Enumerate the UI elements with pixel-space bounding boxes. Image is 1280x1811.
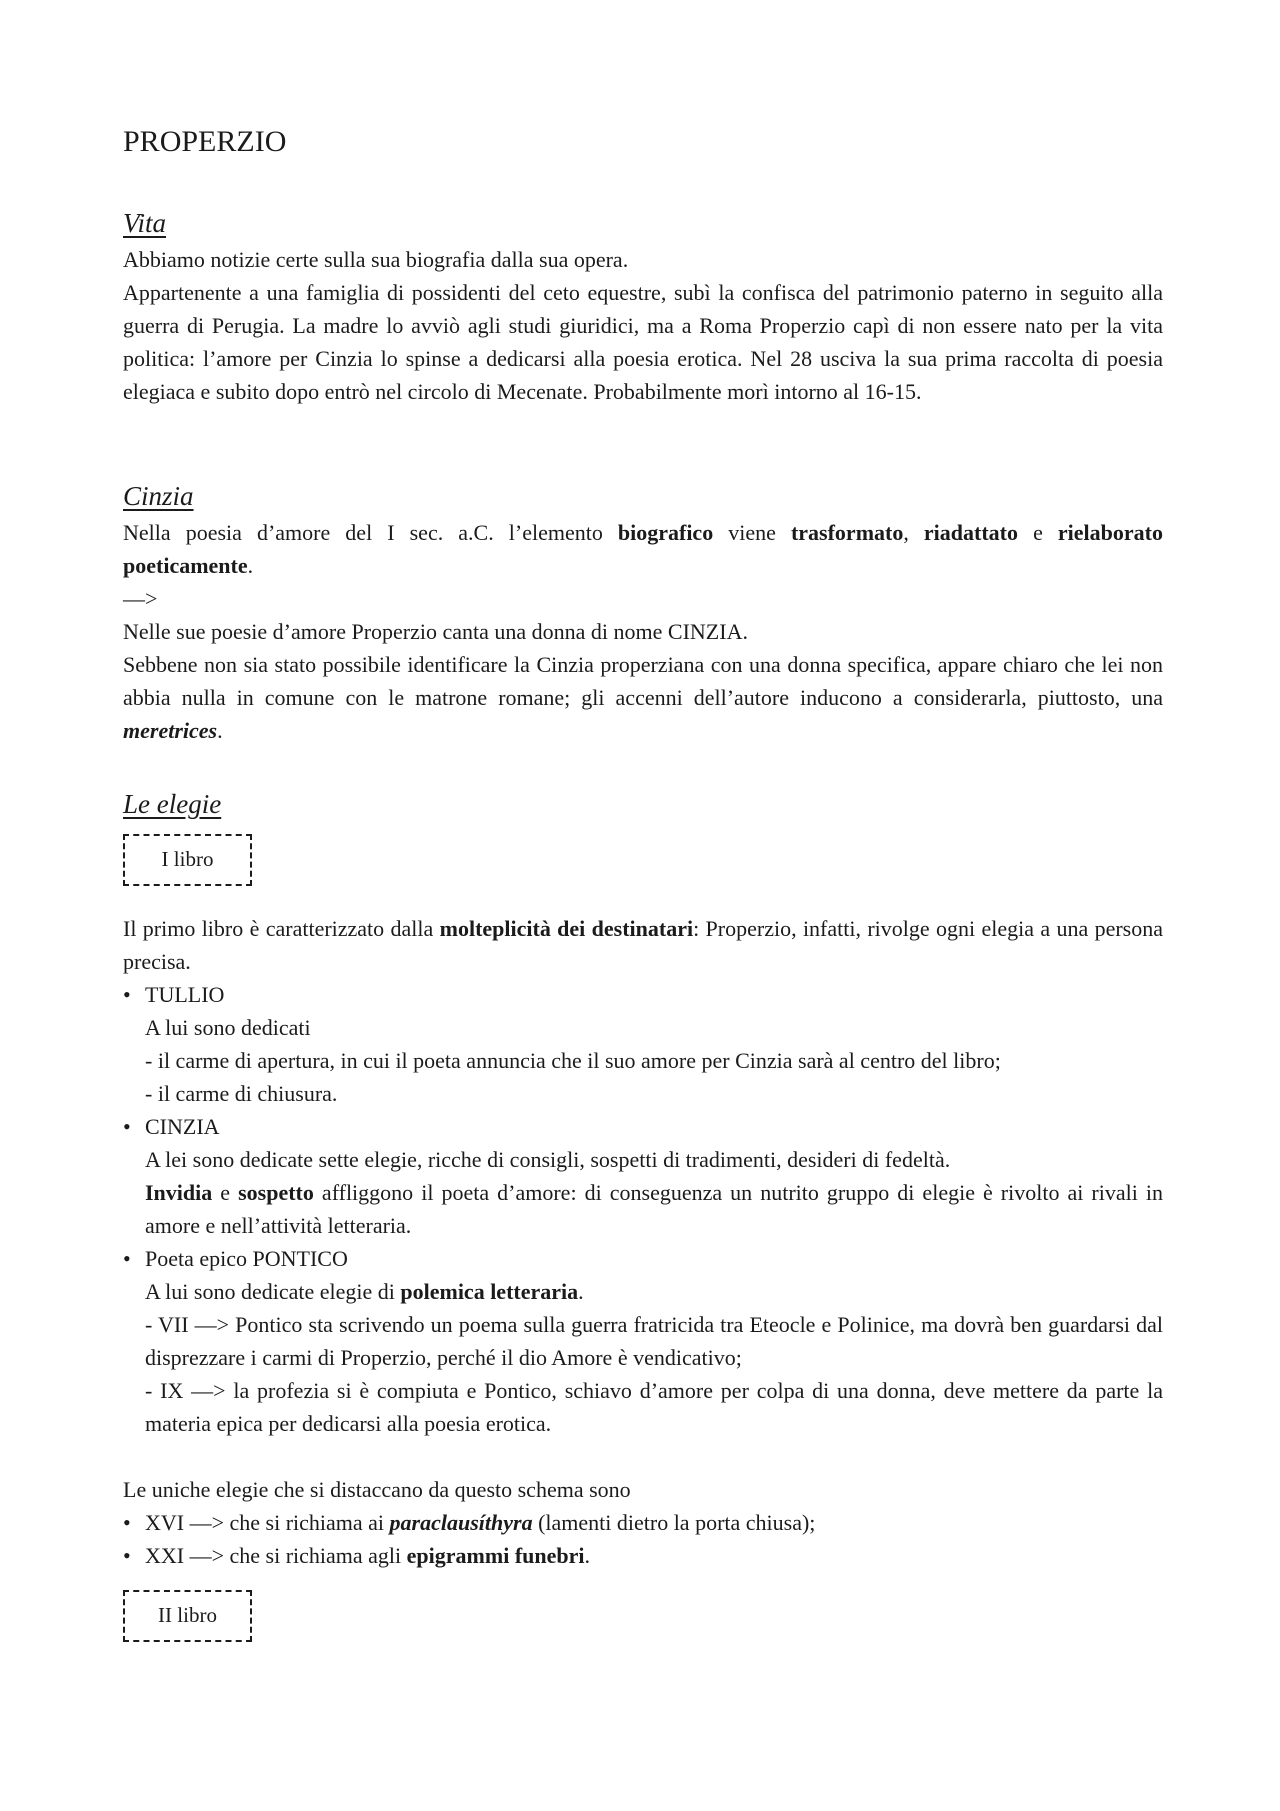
- cinzia-paragraph-3: Sebbene non sia stato possibile identificare la Cinzia properziana con una donna specifica, appare chiaro che lei non abbia nulla in comune con le matrone romane; gli accenni dell’autore inducono a considerarla, piuttosto, una meretrices.: [123, 652, 1163, 743]
- section-elegie: [123, 786, 1163, 1642]
- vita-paragraph-2: Appartenente a una famiglia di possidenti del ceto equestre, subì la confisca del patrimonio paterno in seguito alla guerra di Perugia. La madre lo avviò agli studi giuridici, ma a Roma Properzio capì di non essere nato per la vita politica: l’amore per Cinzia lo spinse a dedicarsi alla poesia erotica. Nel 28 usciva la sua prima raccolta di poesia elegiaca e subito dopo entrò nel circolo di Mecenate. Probabilmente morì intorno al 16-15.: [123, 280, 1163, 404]
- heading-cinzia: Cinzia: [123, 481, 194, 511]
- box-i-libro-wrap: [123, 834, 1163, 886]
- heading-elegie: Le elegie: [123, 789, 222, 819]
- vita-paragraph-1: Abbiamo notizie certe sulla sua biografia dalla sua opera.: [123, 247, 629, 272]
- uniche-paragraph: Le uniche elegie che si distaccano da questo schema sono: [123, 1477, 631, 1502]
- list-item-pontico: • Poeta epico PONTICO A lui sono dedicate elegie di polemica letteraria. - VII —> Pontico sta scrivendo un poema sulla guerra fratricida tra Eteocle e Polinice, ma dovrà ben guardarsi dal disprezzare i carmi di Properzio, perché il dio Amore è vendicativo; - IX —> la profezia si è compiuta e Pontico, schiavo d’amore per colpa di una donna, deve mettere da parte la materia epica per dedicarsi alla poesia erotica.: [123, 1242, 1163, 1440]
- box-ii-libro-wrap: [123, 1590, 1163, 1642]
- list-item-tullio: • TULLIO A lui sono dedicati - il carme di apertura, in cui il poeta annuncia che il suo amore per Cinzia sarà al centro del libro; - il carme di chiusura.: [123, 978, 1163, 1110]
- heading-vita: Vita: [123, 208, 166, 238]
- list-item-cinzia: • CINZIA A lei sono dedicate sette elegie, ricche di consigli, sospetti di tradimenti, desideri di fedeltà. Invidia e sospetto affliggono il poeta d’amore: di conseguenza un nutrito gruppo di elegie è rivolto ai rivali in amore e nell’attività letteraria.: [123, 1110, 1163, 1242]
- eccezioni-list: [123, 1506, 1163, 1572]
- box-i-libro: I libro: [123, 834, 252, 886]
- page-title: PROPERZIO: [123, 125, 287, 158]
- destinatari-list: [123, 978, 1163, 1440]
- arrow-line: —>: [123, 586, 158, 611]
- list-item-xvi: • XVI —> che si richiama ai paraclausíthyra (lamenti dietro la porta chiusa);: [123, 1506, 1163, 1539]
- cinzia-paragraph-2: Nelle sue poesie d’amore Properzio canta una donna di nome CINZIA.: [123, 619, 748, 644]
- elegie-intro: Il primo libro è caratterizzato dalla molteplicità dei destinatari: Properzio, infatti, rivolge ogni elegia a una persona precisa.: [123, 916, 1163, 974]
- list-item-xxi: • XXI —> che si richiama agli epigrammi funebri.: [123, 1539, 1163, 1572]
- box-ii-libro: II libro: [123, 1590, 252, 1642]
- section-cinzia: [123, 478, 1163, 747]
- cinzia-paragraph-1: Nella poesia d’amore del I sec. a.C. l’elemento biografico viene trasformato, riadattato e rielaborato poeticamente.: [123, 520, 1163, 578]
- section-vita: [123, 205, 1163, 408]
